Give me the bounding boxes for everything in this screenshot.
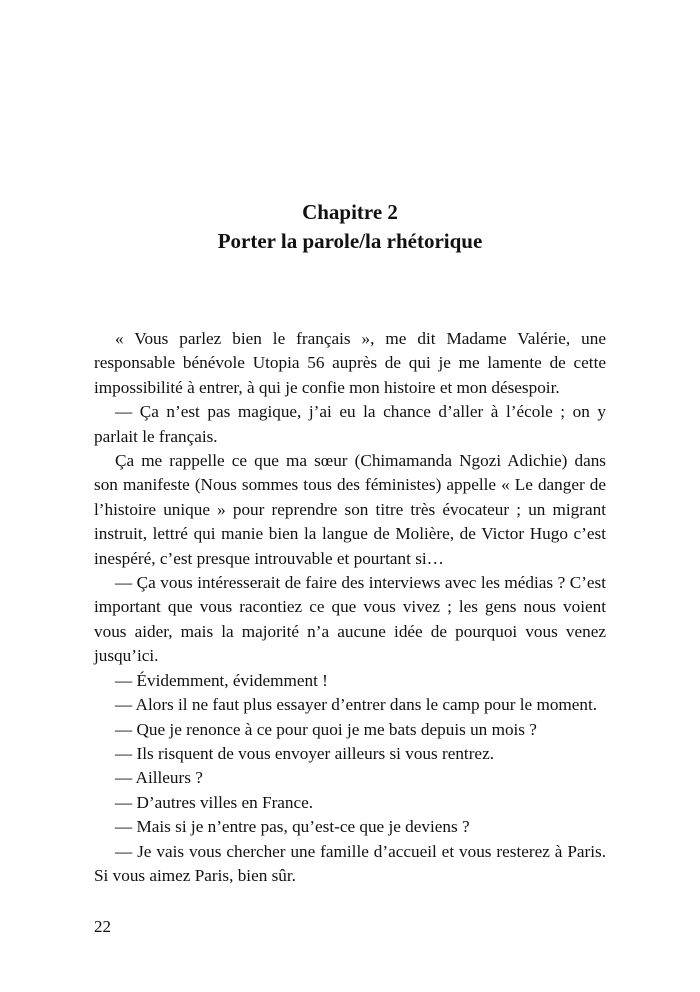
page-number: 22 — [94, 917, 111, 936]
dialogue-line: — Alors il ne faut plus essayer d’entrer dans le camp pour le moment. — [115, 695, 598, 715]
dialogue-line: — Je vais vous chercher une famille d’accueil et vous resterez à Paris. Si vous aimez Paris, bien sûr. — [94, 841, 606, 885]
paragraph: « Vous parlez bien le français », me dit Madame Valérie, une responsable bénévole Utopia 56 auprès de qui je me lamente de cette impossibilité à entrer, à qui je confie mon histoire et mon désespoir. — [94, 329, 606, 397]
chapter-title: Porter la parole/la rhétorique — [217, 229, 483, 253]
dialogue-line: — Évidemment, évidemment ! — [115, 670, 328, 690]
dialogue-line: — Ils risquent de vous envoyer ailleurs si vous rentrez. — [115, 743, 494, 763]
dialogue-line: — Ça n’est pas magique, j’ai eu la chance d’aller à l’école ; on y parlait le français. — [94, 402, 606, 446]
dialogue-line: — Ailleurs ? — [115, 768, 203, 788]
dialogue-line: — Mais si je n’entre pas, qu’est-ce que je deviens ? — [115, 817, 470, 837]
dialogue-line: — Ça vous intéresserait de faire des interviews avec les médias ? C’est important que vous racontiez ce que vous vivez ; les gens nous voient vous aider, mais la majorité n’a aucune idée de pourquoi vous venez jusqu’ici. — [94, 573, 606, 666]
chapter-body — [94, 327, 606, 888]
paragraph: Ça me rappelle ce que ma sœur (Chimamanda Ngozi Adichie) dans son manifeste (Nous sommes tous des féministes) appelle « Le danger de l’histoire unique » pour reprendre son titre très évocateur ; un migrant instruit, lettré qui manie bien la langue de Molière, de Victor Hugo c’est inespéré, c’est presque introuvable et pourtant si… — [94, 451, 606, 568]
dialogue-line: — D’autres villes en France. — [115, 792, 314, 812]
chapter-number: Chapitre 2 — [302, 200, 398, 224]
dialogue-line: — Que je renonce à ce pour quoi je me bats depuis un mois ? — [115, 719, 537, 739]
